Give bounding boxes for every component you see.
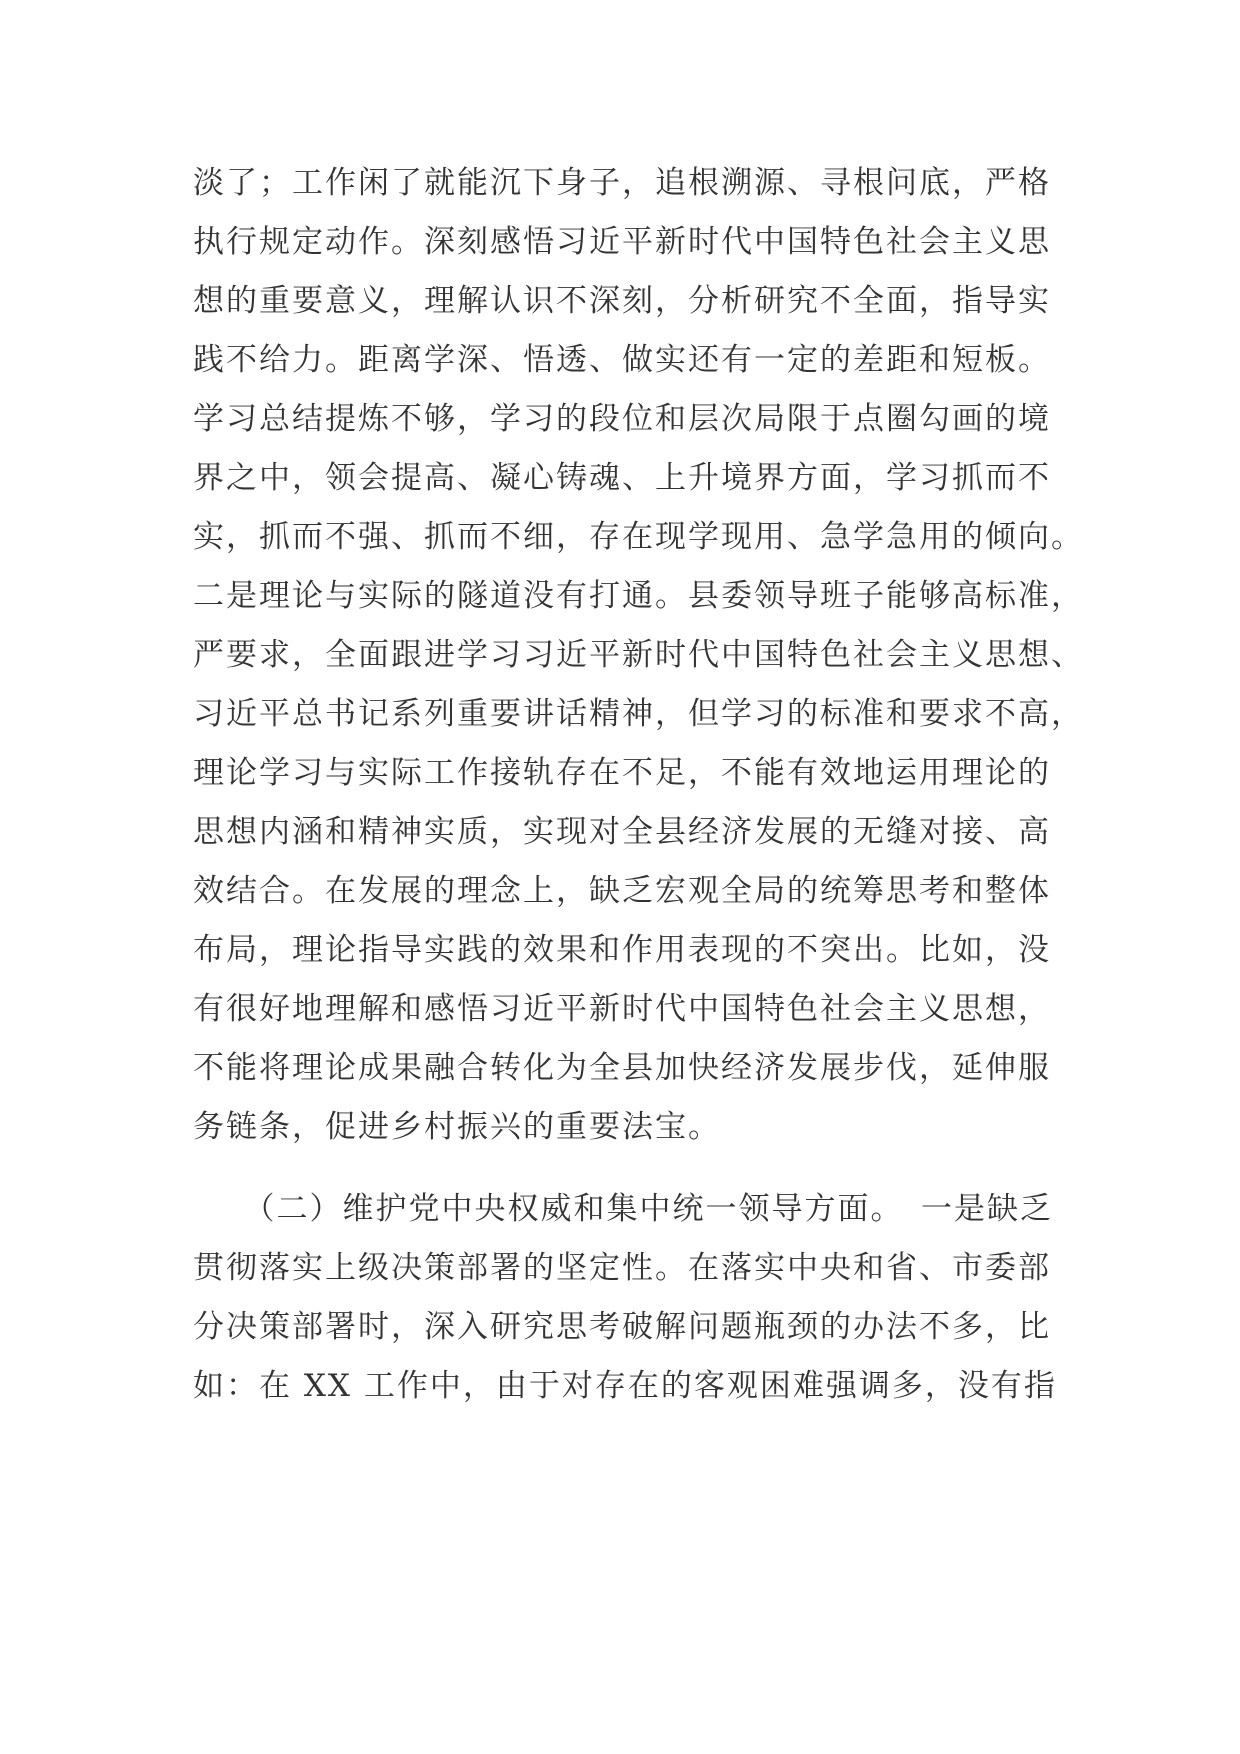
text-line: 务链条，促进乡村振兴的重要法宝。 — [193, 1109, 721, 1145]
section-two-party-authority — [193, 1180, 1057, 1416]
paragraph-study-depth — [193, 154, 1084, 567]
text-line: 实，抓而不强、抓而不细，存在现学现用、急学急用的倾向。 — [193, 519, 1084, 555]
paragraph-theory-practice — [193, 567, 1084, 1157]
text-line: 布局，理论指导实践的效果和作用表现的不突出。比如，没 — [193, 932, 1051, 968]
text-line: 如：在 XX 工作中，由于对存在的客观困难强调多，没有指 — [193, 1368, 1057, 1404]
text-line: 界之中，领会提高、凝心铸魂、上升境界方面，学习抓而不 — [193, 460, 1051, 496]
text-line: 思想内涵和精神实质，实现对全县经济发展的无缝对接、高 — [193, 814, 1051, 850]
text-line: 习近平总书记系列重要讲话精神，但学习的标准和要求不高， — [193, 696, 1084, 732]
text-line: 贯彻落实上级决策部署的坚定性。在落实中央和省、市委部 — [193, 1250, 1051, 1286]
text-line: 理论学习与实际工作接轨存在不足，不能有效地运用理论的 — [193, 755, 1051, 791]
text-line: 淡了；工作闲了就能沉下身子，追根溯源、寻根问底，严格 — [193, 165, 1051, 201]
text-line: 分决策部署时，深入研究思考破解问题瓶颈的办法不多，比 — [193, 1309, 1051, 1345]
text-line: 不能将理论成果融合转化为全县加快经济发展步伐，延伸服 — [193, 1050, 1051, 1086]
text-line: 执行规定动作。深刻感悟习近平新时代中国特色社会主义思 — [193, 224, 1051, 260]
text-line: 践不给力。距离学深、悟透、做实还有一定的差距和短板。 — [193, 342, 1051, 378]
text-line: 想的重要意义，理解认识不深刻，分析研究不全面，指导实 — [193, 283, 1051, 319]
text-line: 效结合。在发展的理念上，缺乏宏观全局的统筹思考和整体 — [193, 873, 1051, 909]
text-line: 二是理论与实际的隧道没有打通。县委领导班子能够高标准， — [193, 578, 1084, 614]
section-heading-line: （二）维护党中央权威和集中统一领导方面。 一是缺乏 — [193, 1191, 1053, 1227]
text-line: 有很好地理解和感悟习近平新时代中国特色社会主义思想， — [193, 991, 1051, 1027]
text-line: 严要求，全面跟进学习习近平新时代中国特色社会主义思想、 — [193, 637, 1084, 673]
text-line: 学习总结提炼不够，学习的段位和层次局限于点圈勾画的境 — [193, 401, 1051, 437]
